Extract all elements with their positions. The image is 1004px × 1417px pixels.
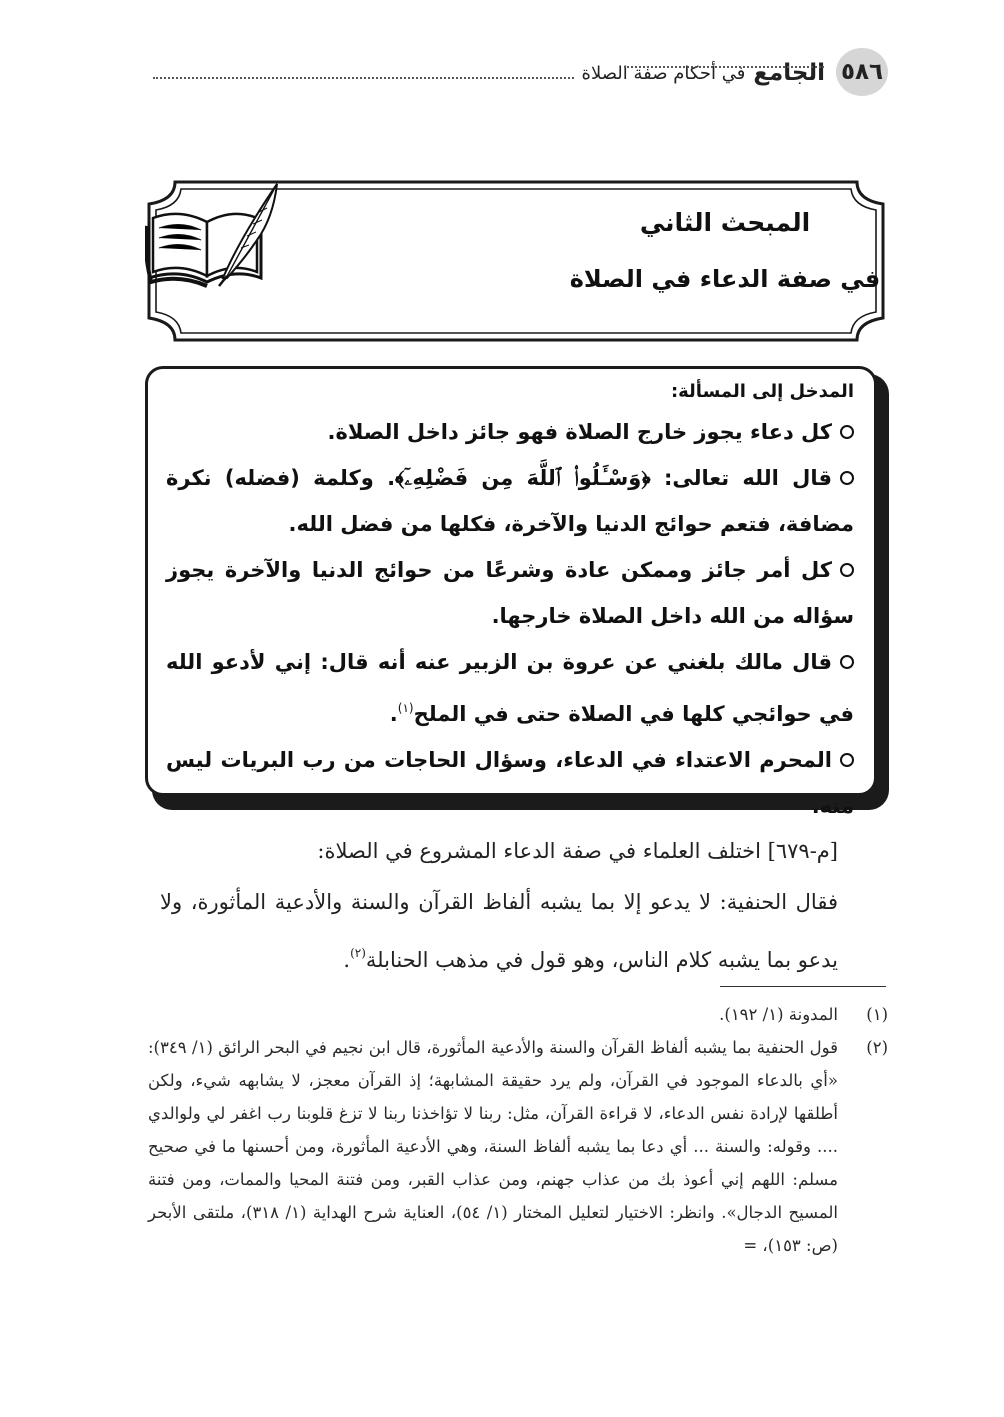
circle-bullet-icon — [840, 563, 854, 577]
circle-bullet-icon — [840, 425, 854, 439]
footnote-text: المدونة (١/ ١٩٢). — [719, 1005, 838, 1024]
circle-bullet-icon — [840, 655, 854, 669]
body-paragraph-2-end: . — [343, 948, 351, 972]
footnote-number: (١) — [866, 1005, 888, 1024]
page-number: ٥٨٦ — [836, 48, 888, 96]
body-paragraph-1: [م-٦٧٩] اختلف العلماء في صفة الدعاء المشروع في الصلاة: — [317, 839, 838, 863]
intro-item-3 — [166, 547, 854, 639]
intro-item-text: قال مالك بلغني عن عروة بن الزبير عنه أنه قال: إني لأدعو الله في حوائجي كلها في الصلاة حتى في الملح — [166, 650, 854, 726]
intro-item-end: . — [389, 702, 398, 726]
footnote-1 — [148, 998, 888, 1031]
intro-item-2 — [166, 455, 854, 547]
footnote-text: قول الحنفية بما يشبه ألفاظ القرآن والسنة والأدعية المأثورة، قال ابن نجيم في البحر الرائق (١/ ٣٤٩): «أي بالدعاء الموجود في القرآن، ولم يرد حقيقة المشابهة؛ إذ القرآن معجز، لا يشابهه شيء، ولكن أطلقها لإرادة نفس الدعاء، لا قراءة القرآن، مثل: ربنا لا تؤاخذنا ربنا لا تزغ قلوبنا رب اغفر لي ولوالدي .... وقوله: والسنة ... أي دعا بما يشبه ألفاظ السنة، وهي الأدعية المأثورة، ومن أحسنها ما في صحيح مسلم: اللهم إني أعوذ بك من عذاب جهنم، ومن عذاب القبر، ومن فتنة المحيا والممات، ومن فتنة المسيح الدجال». وانظر: الاختيار لتعليل المختار (١/ ٥٤)، العناية شرح الهداية (١/ ٣١٨)، ملتقى الأبحر (ص: ١٥٣)، = — [148, 1038, 839, 1255]
footnote-ref-2: (٢) — [350, 946, 366, 960]
intro-item-text: كل دعاء يجوز خارج الصلاة فهو جائز داخل الصلاة. — [327, 420, 832, 444]
intro-item-text: كل أمر جائز وممكن عادة وشرعًا من حوائج الدنيا والآخرة يجوز سؤاله من الله داخل الصلاة خارجها. — [166, 558, 854, 628]
intro-item-4 — [166, 639, 854, 737]
header-dots-between — [624, 66, 824, 68]
intro-item-5 — [166, 737, 854, 829]
header-dots-leader — [153, 77, 574, 79]
circle-bullet-icon — [840, 471, 854, 485]
running-header — [145, 56, 825, 90]
intro-heading: المدخل إلى المسألة: — [670, 381, 854, 402]
footnotes — [148, 998, 888, 1262]
body-paragraph-2-text: فقال الحنفية: لا يدعو إلا بما يشبه ألفاظ القرآن والسنة والأدعية المأثورة، ولا يدعو بما يشبه كلام الناس، وهو قول في مذهب الحنابلة — [160, 890, 838, 972]
intro-box — [145, 366, 877, 818]
header-book-subtitle: في أحكام صفة الصلاة — [581, 62, 746, 84]
footnote-separator — [720, 986, 886, 987]
section-title: المبحث الثاني — [639, 208, 811, 237]
intro-item-text: المحرم الاعتداء في الدعاء، وسؤال الحاجات من رب البريات ليس منه. — [166, 748, 854, 818]
footnote-2 — [148, 1031, 888, 1262]
footnote-number: (٢) — [866, 1038, 888, 1057]
section-title-frame — [145, 178, 887, 344]
intro-item-text: قال الله تعالى: ﴿وَسْـَٔلُوا۟ ٱللَّهَ مِن فَضْلِهِۦٓ﴾. وكلمة (فضله) نكرة مضافة، فتعم حوائج الدنيا والآخرة، فكلها من فضل الله. — [166, 466, 854, 536]
header-book-title: الجامع — [753, 60, 825, 86]
book-quill-icon — [145, 178, 295, 293]
circle-bullet-icon — [840, 753, 854, 767]
section-subtitle: في صفة الدعاء في الصلاة — [569, 265, 881, 293]
footnote-ref-1: (١) — [397, 701, 414, 715]
intro-item-1 — [166, 409, 854, 455]
body-paragraph-2 — [160, 877, 882, 986]
body-text — [160, 826, 882, 986]
